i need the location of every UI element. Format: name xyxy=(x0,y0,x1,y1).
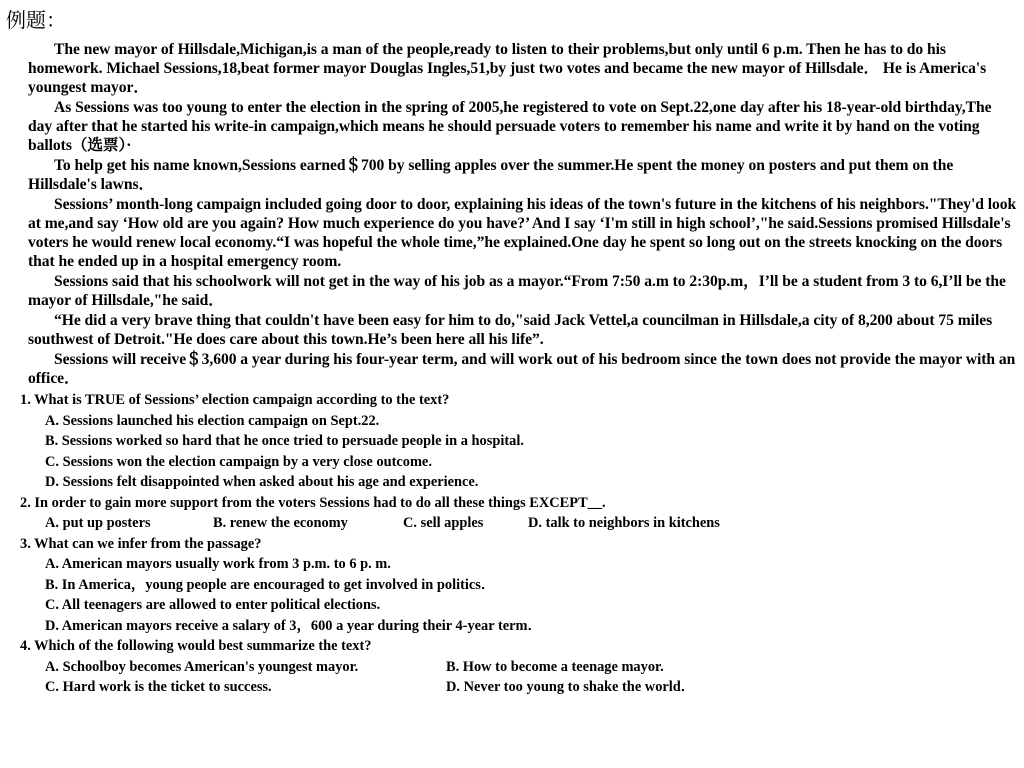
answer-option: C. All teenagers are allowed to enter political elections. xyxy=(45,597,381,613)
answer-option: B. How to become a teenage mayor. xyxy=(446,658,664,675)
heading: 例题： xyxy=(6,8,66,32)
paragraph: Sessions’ month-long campaign included going door to door, explaining his ideas of the town's future in the kitchens of his neighbors."They'd look at me,and say ‘How old are you again? How much experience do you have?’ And I say ‘I'm still in high school’,"he said.Sessions promised Hillsdale's voters he would renew local economy.“I was hopeful the whole time,”he explained.One day he spent so long out on the streets knocking on the doors that he ended up in a hospital emergency room. xyxy=(28,196,1017,270)
answer-option: A. Sessions launched his election campaign on Sept.22. xyxy=(45,412,380,429)
question-stem: 2. In order to gain more support from the voters Sessions had to do all these things EXCEPT__. xyxy=(20,494,606,511)
answer-option-row xyxy=(20,513,1020,534)
answer-option: A. American mayors usually work from 3 p.m. to 6 p. m. xyxy=(45,556,391,572)
question-stem: 3. What can we infer from the passage? xyxy=(20,535,262,552)
answer-option-row xyxy=(20,677,1020,698)
answer-option: D. Sessions felt disappointed when asked about his age and experience. xyxy=(45,474,479,490)
paragraph: “He did a very brave thing that couldn't have been easy for him to do,"said Jack Vettel,a councilman in Hillsdale,a city of 8,200 about 75 miles southwest of Detroit."He does care about this town.He’s been here all his life”. xyxy=(28,312,993,348)
answer-option: B. Sessions worked so hard that he once tried to persuade people in a hospital. xyxy=(45,433,524,449)
answer-option-row xyxy=(20,657,1020,678)
answer-option: C. Sessions won the election campaign by a very close outcome. xyxy=(45,453,432,470)
question-stem: 1. What is TRUE of Sessions’ election campaign according to the text? xyxy=(20,392,450,408)
answer-option: D. American mayors receive a salary of 3，600 a year during their 4-year term． xyxy=(45,617,542,634)
answer-option: B. In America，young people are encouraged to get involved in politics． xyxy=(45,576,496,593)
paragraph: Sessions said that his schoolwork will not get in the way of his job as a mayor.“From 7:50 a.m to 2:30p.m，I’ll be a student from 3 to 6,I’ll be the mayor of Hillsdale,"he said． xyxy=(28,273,1006,309)
paragraph: Sessions will receive＄3,600 a year during his four-year term, and will work out of his bedroom since the town does not provide the mayor with an office． xyxy=(28,351,1016,387)
paragraph: To help get his name known,Sessions earned＄700 by selling apples over the summer.He spent the money on posters and put them on the Hillsdale's lawns． xyxy=(28,157,954,193)
reading-passage xyxy=(28,40,1018,389)
question-stem: 4. Which of the following would best summarize the text? xyxy=(20,638,372,654)
answer-option: D. talk to neighbors in kitchens xyxy=(528,515,720,531)
answer-option: A. Schoolboy becomes American's youngest mayor. xyxy=(45,658,359,675)
question-list xyxy=(20,390,1020,698)
paragraph: As Sessions was too young to enter the election in the spring of 2005,he registered to vote on Sept.22,one day after his 18-year-old birthday,The day after that he started his write-in campaign,which means he should persuade voters to remember his name and write it by hand on the voting ballots（选票）· xyxy=(28,99,992,154)
answer-option: D. Never too young to shake the world． xyxy=(446,679,696,695)
answer-option: A. put up posters xyxy=(45,515,151,531)
paragraph: The new mayor of Hillsdale,Michigan,is a man of the people,ready to listen to their problems,but only until 6 p.m. Then he has to do his homework. Michael Sessions,18,beat former mayor Douglas Ingles,51,by just two votes and became the new mayor of Hillsdale． He is America's youngest mayor． xyxy=(28,41,987,96)
answer-option: C. Hard work is the ticket to success. xyxy=(45,679,272,695)
answer-option: B. renew the economy xyxy=(213,515,348,531)
answer-option: C. sell apples xyxy=(403,515,484,531)
